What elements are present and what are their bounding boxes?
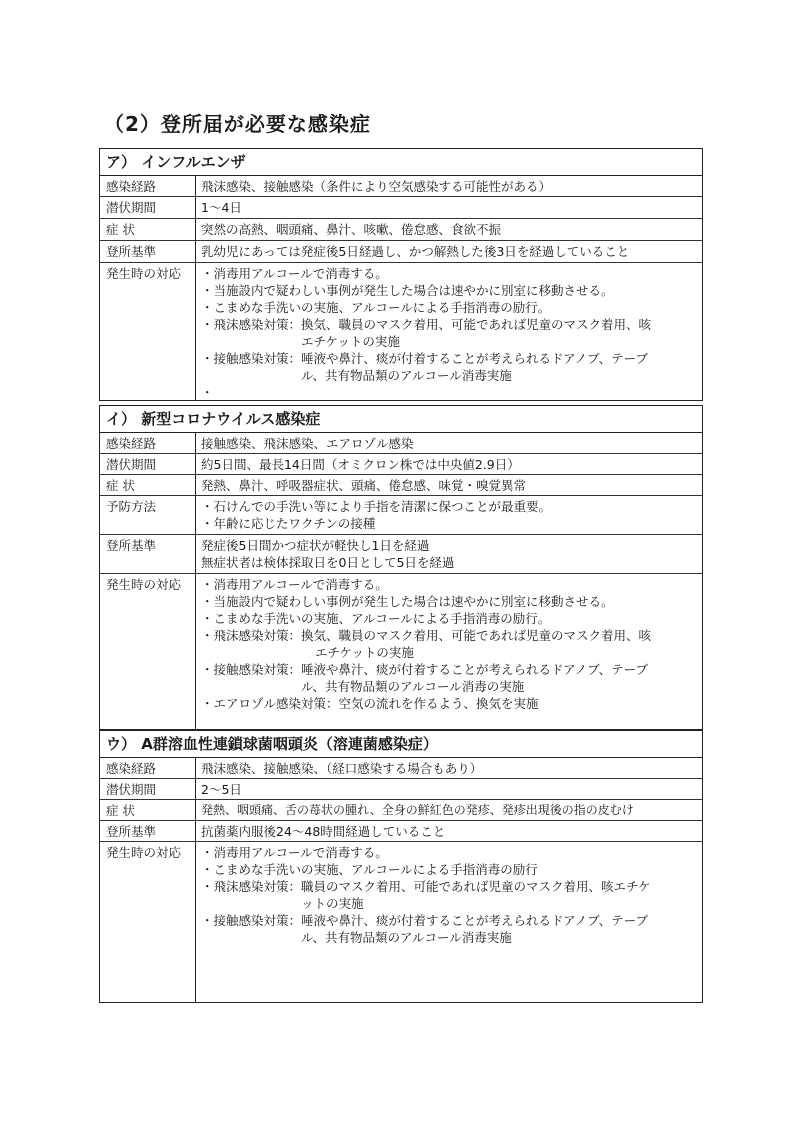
label-symptoms: 症 状	[100, 800, 196, 820]
section-title: ウ） A群溶血性連鎖球菌咽頭炎（溶連菌感染症）	[100, 731, 702, 758]
label-criteria: 登所基準	[100, 821, 196, 841]
row-symptoms	[100, 799, 702, 820]
row-route	[100, 433, 702, 453]
list-item-continued: エチケットの実施	[315, 645, 414, 660]
label-response: 発生時の対応	[100, 574, 196, 729]
list-item: ・ 消毒用アルコールで消毒する。	[201, 844, 702, 861]
section-covid	[99, 405, 703, 730]
row-criteria	[100, 534, 702, 573]
list-item: ・ 消毒用アルコールで消毒する。	[201, 576, 702, 593]
list-item: ・ こまめな手洗いの実施、アルコールによる手指消毒の励行	[201, 861, 702, 878]
section-title: イ） 新型コロナウイルス感染症	[100, 406, 702, 433]
list-item: ・ 飛沫感染対策：職員のマスク着用、可能であれば児童のマスク着用、咳エチケ	[201, 878, 702, 895]
value-response	[196, 574, 702, 729]
label-route: 感染経路	[100, 176, 196, 196]
row-response	[100, 262, 702, 400]
value-prevention	[196, 496, 702, 534]
label-criteria: 登所基準	[100, 241, 196, 262]
row-criteria	[100, 820, 702, 841]
list-item: ・ 消毒用アルコールで消毒する。	[201, 265, 702, 282]
value-criteria	[196, 535, 702, 573]
label-symptoms: 症 状	[100, 475, 196, 495]
label-criteria: 登所基準	[100, 535, 196, 573]
list-item: ・ 接触感染対策：唾液や鼻汁、痰が付着することが考えられるドアノブ、テーブ	[201, 912, 702, 929]
row-criteria	[100, 240, 702, 262]
list-item: ・ エアロゾル感染対策：空気の流れを作るよう、換気を実施	[201, 695, 702, 712]
section-influenza	[99, 148, 703, 401]
value-incubation: 2～5日	[201, 782, 242, 797]
row-route	[100, 176, 702, 196]
value-symptoms: 発熱、咽頭痛、舌の苺状の腫れ、全身の鮮紅色の発疹、発疹出現後の指の皮むけ	[201, 803, 634, 817]
row-incubation	[100, 453, 702, 474]
list-item: ・ 当施設内で疑わしい事例が発生した場合は速やかに別室に移動させる。	[201, 282, 702, 299]
list-item: ・ こまめな手洗いの実施、アルコールによる手指消毒の励行。	[201, 299, 702, 316]
value-response	[196, 263, 702, 400]
list-item: ・ 石けんでの手洗い等により手指を清潔に保つことが最重要。	[201, 498, 702, 515]
label-prevention: 予防方法	[100, 496, 196, 534]
value-symptoms: 突然の高熱、咽頭痛、鼻汁、咳嗽、倦怠感、食欲不振	[201, 222, 502, 237]
section-title: ア） インフルエンザ	[100, 149, 702, 176]
label-symptoms: 症 状	[100, 219, 196, 240]
list-item: ・ 当施設内で疑わしい事例が発生した場合は速やかに別室に移動させる。	[201, 593, 702, 610]
row-response	[100, 841, 702, 1002]
value-route: 飛沫感染、接触感染（条件により空気感染する可能性がある）	[201, 179, 552, 194]
list-item-empty	[201, 384, 702, 400]
criteria-line: 無症状者は検体採取日を0日として5日を経過	[201, 555, 455, 570]
value-incubation: 1～4日	[201, 200, 242, 215]
row-incubation	[100, 778, 702, 799]
label-response: 発生時の対応	[100, 263, 196, 400]
list-item: ・ 接触感染対策：唾液や鼻汁、痰が付着することが考えられるドアノブ、テーブ	[201, 661, 702, 678]
row-prevention	[100, 495, 702, 534]
value-incubation: 約5日間、最長14日間（オミクロン株では中央値2.9日）	[201, 457, 520, 472]
value-route: 飛沫感染、接触感染、（経口感染する場合もあり）	[201, 761, 483, 776]
list-item-continued: エチケットの実施	[301, 334, 400, 349]
label-route: 感染経路	[100, 433, 196, 453]
page-title: （2）登所届が必要な感染症	[104, 112, 371, 136]
label-incubation: 潜伏期間	[100, 454, 196, 474]
list-item-continued: ル、共有物品類のアルコール消毒実施	[301, 930, 512, 945]
row-symptoms	[100, 474, 702, 495]
list-item: ・ 飛沫感染対策：換気、職員のマスク着用、可能であれば児童のマスク着用、咳	[201, 316, 702, 333]
row-symptoms	[100, 218, 702, 240]
list-item: ・ 接触感染対策：唾液や鼻汁、痰が付着することが考えられるドアノブ、テーブ	[201, 350, 702, 367]
label-route: 感染経路	[100, 758, 196, 778]
value-response	[196, 842, 702, 1002]
value-symptoms: 発熱、鼻汁、呼吸器症状、頭痛、倦怠感、味覚・嗅覚異常	[201, 478, 527, 493]
criteria-line: 発症後5日間かつ症状が軽快し1日を経過	[201, 538, 430, 553]
value-criteria: 抗菌薬内服後24～48時間経過していること	[201, 824, 446, 839]
value-criteria: 乳幼児にあっては発症後5日経過し、かつ解熱した後3日を経過していること	[201, 244, 630, 259]
list-item: ・ 年齢に応じたワクチンの接種	[201, 515, 702, 532]
row-route	[100, 758, 702, 778]
list-item-continued: ル、共有物品類のアルコール消毒の実施	[301, 679, 525, 694]
label-incubation: 潜伏期間	[100, 197, 196, 218]
list-item-continued: ットの実施	[301, 896, 364, 911]
list-item: ・ 飛沫感染対策：換気、職員のマスク着用、可能であれば児童のマスク着用、咳	[201, 627, 702, 644]
row-incubation	[100, 196, 702, 218]
value-route: 接触感染、飛沫感染、エアロゾル感染	[201, 436, 414, 451]
label-response: 発生時の対応	[100, 842, 196, 1002]
label-incubation: 潜伏期間	[100, 779, 196, 799]
section-strep	[99, 730, 703, 1003]
row-response	[100, 573, 702, 729]
list-item: ・ こまめな手洗いの実施、アルコールによる手指消毒の励行。	[201, 610, 702, 627]
list-item-continued: ル、共有物品類のアルコール消毒実施	[301, 368, 512, 383]
